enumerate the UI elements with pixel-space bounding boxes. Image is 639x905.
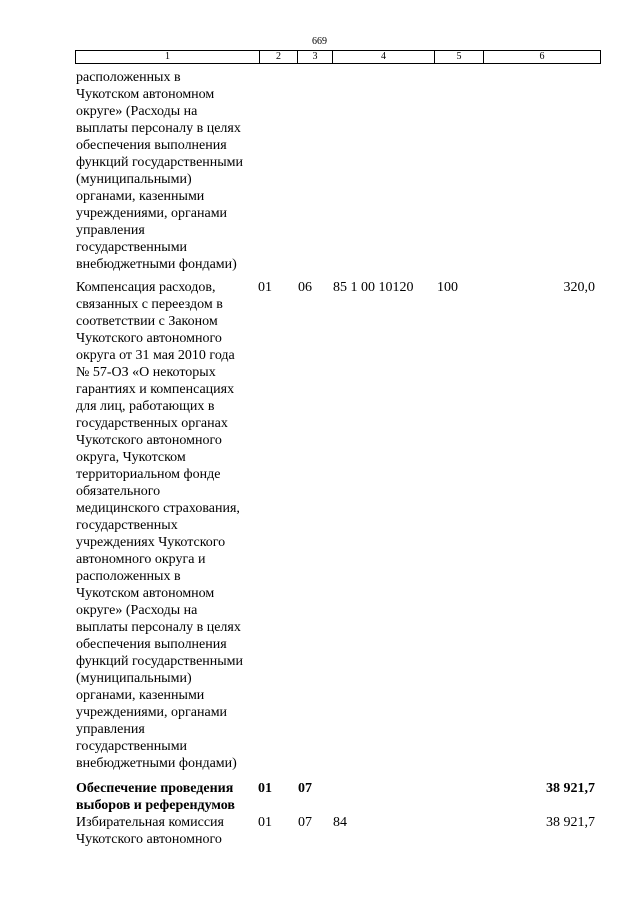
row-section-code: 01: [258, 280, 272, 295]
column-header-3: 3: [298, 51, 333, 64]
column-header-5: 5: [435, 51, 484, 64]
column-header-6: 6: [484, 51, 601, 64]
row-amount: 38 921,7: [546, 781, 595, 796]
row-expense-type: 100: [437, 280, 458, 295]
column-header-row: [76, 51, 601, 64]
row-section-code: 01: [258, 781, 272, 796]
row-target-article: 84: [333, 815, 347, 830]
row-section-code: 01: [258, 815, 272, 830]
row-name: Избирательная комиссия Чукотского автономного: [76, 815, 224, 847]
row-amount: 320,0: [563, 280, 595, 295]
row-name: Обеспечение проведения выборов и референдумов: [76, 781, 235, 813]
column-header-table: [75, 50, 601, 64]
page-number: 669: [312, 36, 327, 47]
column-header-2: 2: [260, 51, 298, 64]
row-target-article: 85 1 00 10120: [333, 280, 414, 295]
row-amount: 38 921,7: [546, 815, 595, 830]
row-name: Компенсация расходов, связанных с переездом в соответствии с Законом Чукотского автономного округа от 31 мая 2010 года № 57-ОЗ «О некоторых гарантиях и компенсациях для лиц, работающих в государственных органах Чукотского автономного округа, Чукотском территориальном фонде обязательного медицинского страхования, государственных учреждениях Чукотского автономного округа и расположенных в Чукотском автономном округе» (Расходы на выплаты персоналу в целях обеспечения выполнения функций государственными (муниципальными) органами, казенными учреждениями, органами управления государственными внебюджетными фондами): [76, 280, 244, 771]
row-subsection-code: 07: [298, 815, 312, 830]
row-subsection-code: 06: [298, 280, 312, 295]
column-header-4: 4: [333, 51, 435, 64]
row-name: расположенных в Чукотском автономном округе» (Расходы на выплаты персоналу в целях обеспечения выполнения функций государственными (муниципальными) органами, казенными учреждениями, органами управления государственными внебюджетными фондами): [76, 70, 244, 272]
column-header-1: 1: [76, 51, 260, 64]
row-subsection-code: 07: [298, 781, 312, 796]
